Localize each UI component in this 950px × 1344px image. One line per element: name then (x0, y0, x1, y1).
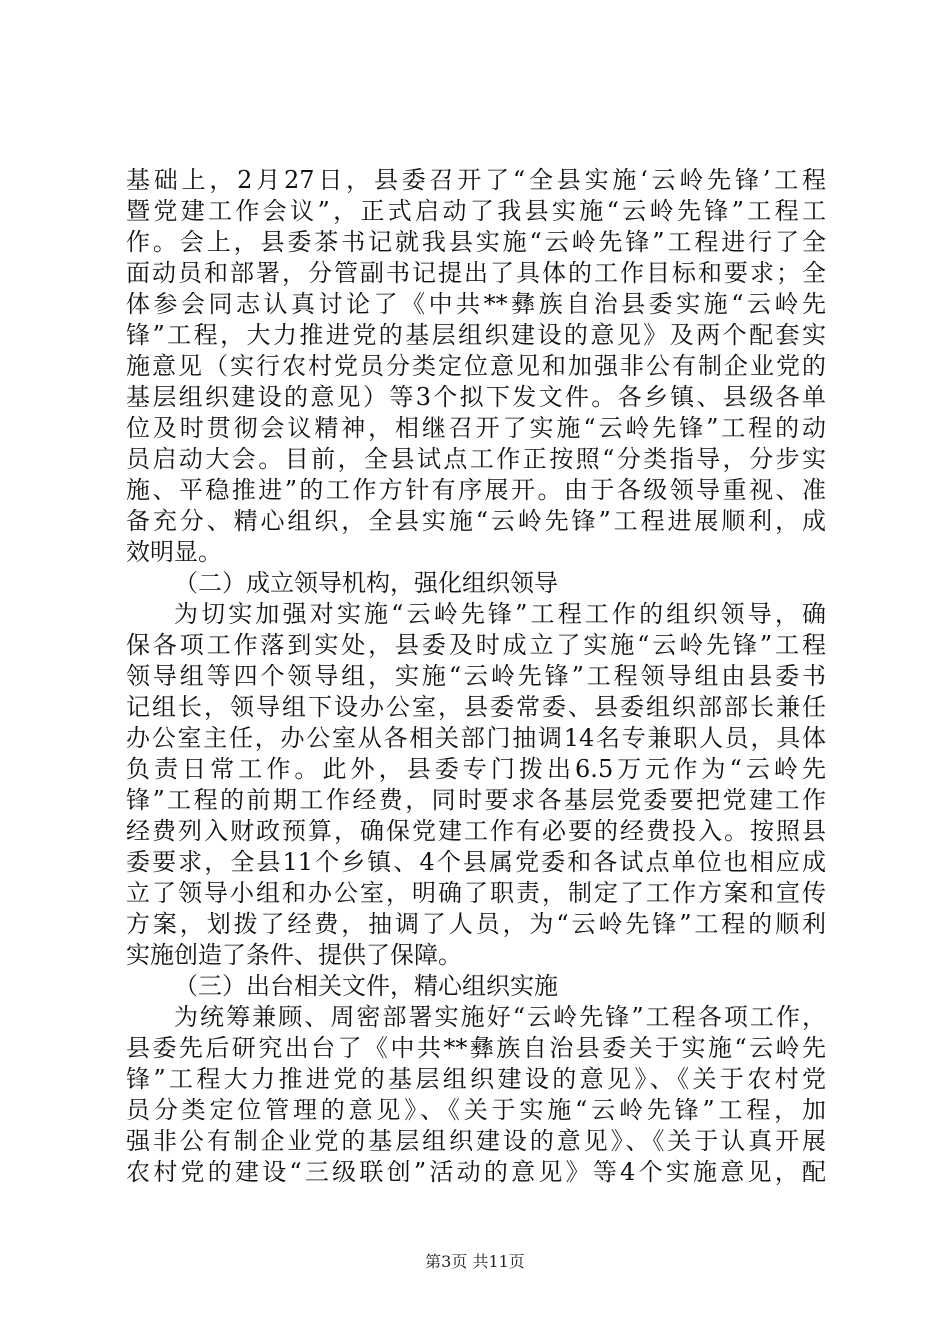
text-line: 位及时贯彻会议精神，相继召开了实施“云岭先锋”工程的动 (126, 414, 826, 442)
text-line: 锋”工程，大力推进党的基层组织建设的意见》及两个配套实 (126, 321, 826, 349)
text-line: 暨党建工作会议”，正式启动了我县实施“云岭先锋”工程工 (126, 197, 826, 225)
text-line: 方案，划拨了经费，抽调了人员，为“云岭先锋”工程的顺利 (126, 910, 826, 938)
text-line: 经费列入财政预算，确保党建工作有必要的经费投入。按照县 (126, 817, 826, 845)
text-line: 为统筹兼顾、周密部署实施好“云岭先锋”工程各项工作， (174, 1003, 826, 1031)
text-line: 立了领导小组和办公室，明确了职责，制定了工作方案和宣传 (126, 879, 826, 907)
text-line: 作。会上，县委茶书记就我县实施“云岭先锋”工程进行了全 (126, 228, 826, 256)
section-heading: （二）成立领导机构，强化组织领导 (174, 569, 558, 597)
text-line: 员分类定位管理的意见》、《关于实施“云岭先锋”工程，加 (126, 1096, 826, 1124)
text-line: 领导组等四个领导组，实施“云岭先锋”工程领导组由县委书 (126, 662, 826, 690)
document-body (126, 165, 826, 1188)
text-line: 备充分、精心组织，全县实施“云岭先锋”工程进展顺利，成 (126, 507, 826, 535)
page-footer: 第3页 共11页 (425, 1252, 525, 1271)
text-line: 锋”工程大力推进党的基层组织建设的意见》、《关于农村党 (126, 1065, 826, 1093)
text-line: 施、平稳推进”的工作方针有序展开。由于各级领导重视、准 (126, 476, 826, 504)
text-line: 面动员和部署，分管副书记提出了具体的工作目标和要求；全 (126, 259, 826, 287)
text-line: 农村党的建设“三级联创”活动的意见》等4个实施意见，配 (126, 1158, 826, 1186)
text-line: 为切实加强对实施“云岭先锋”工程工作的组织领导，确 (174, 600, 826, 628)
text-line: 实施创造了条件、提供了保障。 (126, 941, 462, 969)
text-line: 强非公有制企业党的基层组织建设的意见》、《关于认真开展 (126, 1127, 826, 1155)
text-line: 记组长，领导组下设办公室，县委常委、县委组织部部长兼任 (126, 693, 826, 721)
text-line: 效明显。 (126, 538, 222, 566)
text-line: 基础上，2月27日，县委召开了“全县实施‘云岭先锋’工程 (126, 166, 826, 194)
text-line: 施意见（实行农村党员分类定位意见和加强非公有制企业党的 (126, 352, 826, 380)
text-line: 体参会同志认真讨论了《中共**彝族自治县委实施“云岭先 (126, 290, 826, 318)
text-line: 基层组织建设的意见）等3个拟下发文件。各乡镇、县级各单 (126, 383, 826, 411)
text-line: 锋”工程的前期工作经费，同时要求各基层党委要把党建工作 (126, 786, 826, 814)
text-line: 办公室主任，办公室从各相关部门抽调14名专兼职人员，具体 (126, 724, 826, 752)
text-line: 员启动大会。目前，全县试点工作正按照“分类指导，分步实 (126, 445, 826, 473)
section-heading: （三）出台相关文件，精心组织实施 (174, 972, 558, 1000)
text-line: 县委先后研究出台了《中共**彝族自治县委关于实施“云岭先 (126, 1034, 826, 1062)
text-line: 委要求，全县11个乡镇、4个县属党委和各试点单位也相应成 (126, 848, 826, 876)
text-line: 负责日常工作。此外，县委专门拨出6.5万元作为“云岭先 (126, 755, 826, 783)
text-line: 保各项工作落到实处，县委及时成立了实施“云岭先锋”工程 (126, 631, 826, 659)
